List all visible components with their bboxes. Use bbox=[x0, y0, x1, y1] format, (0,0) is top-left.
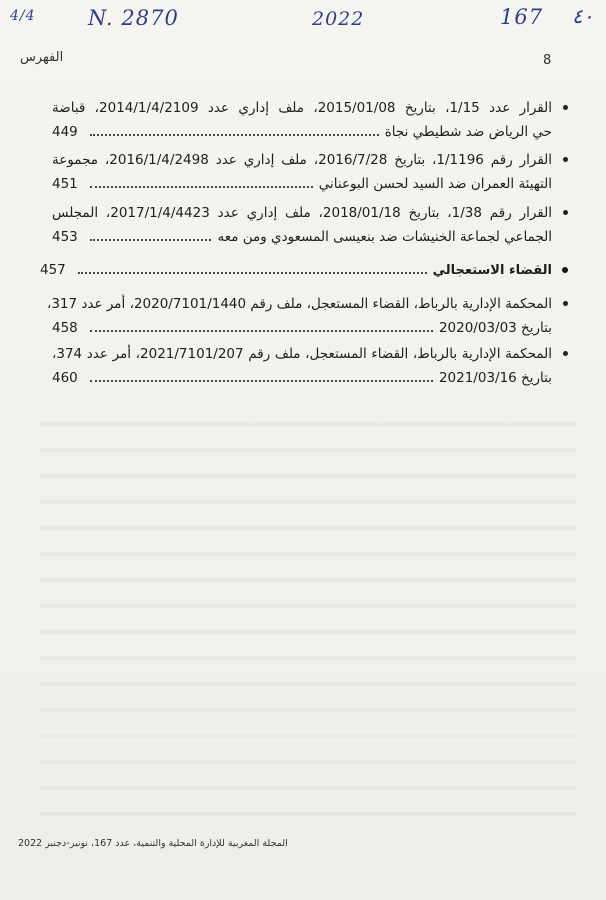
section-heading-label: القضاء الاستعجالي bbox=[432, 263, 552, 278]
handwritten-number: N. 2870 bbox=[88, 6, 179, 30]
entry-text-tail: بتاريخ 2020/03/03 bbox=[438, 320, 552, 336]
entry-text-line2 bbox=[52, 120, 552, 144]
handwritten-right-mark: ٤٠ bbox=[572, 4, 594, 28]
toc-entry bbox=[40, 342, 568, 386]
entry-text-line1: المحكمة الإدارية بالرباط، القضاء المستعجل، ملف رقم 2021/7101/207، أمر عدد 374، bbox=[52, 346, 552, 362]
toc-section-heading bbox=[40, 258, 568, 282]
page-number: 8 bbox=[543, 53, 552, 68]
dot-leader bbox=[90, 120, 379, 136]
dot-leader bbox=[90, 225, 211, 241]
entry-text-line2 bbox=[52, 172, 552, 196]
toc-entry bbox=[40, 201, 568, 245]
handwritten-year: 2022 bbox=[312, 8, 365, 30]
dot-leader bbox=[90, 172, 313, 188]
dot-leader bbox=[78, 258, 427, 274]
entry-text-tail: بتاريخ 2021/03/16 bbox=[438, 370, 552, 386]
toc-entry bbox=[40, 96, 568, 140]
entry-text-line2 bbox=[52, 225, 552, 249]
entry-page-number: 449 bbox=[52, 124, 78, 140]
bullet-icon bbox=[563, 301, 568, 306]
entry-page-number: 451 bbox=[52, 176, 78, 192]
entry-text-line1: المحكمة الإدارية بالرباط، القضاء المستعجل، ملف رقم 2020/7101/1440، أمر عدد 317، bbox=[46, 296, 552, 312]
handwritten-fraction: 4/4 bbox=[10, 8, 36, 24]
bullet-icon bbox=[563, 157, 568, 162]
entry-text-line1: القرار رقم 1/38، بتاريخ 2018/01/18، ملف إداري عدد 2017/1/4/4423، المجلس bbox=[52, 205, 553, 221]
entry-text-line2 bbox=[52, 316, 552, 340]
entry-text-tail: التهيئة العمران ضد السيد لحسن البوعناني bbox=[318, 176, 552, 192]
entry-page-number: 453 bbox=[52, 229, 78, 245]
dot-leader bbox=[90, 366, 433, 382]
entry-text-tail: حي الرياض ضد شطيطي نجاة bbox=[384, 124, 552, 140]
bullet-icon bbox=[563, 105, 568, 110]
handwritten-volume: 167 bbox=[500, 5, 544, 29]
bullet-icon bbox=[563, 210, 568, 215]
page-footer: المجلة المغربية للإدارة المحلية والتنمية، عدد 167، نونبر-دجنبر 2022 bbox=[18, 838, 288, 849]
section-heading-page: 457 bbox=[40, 262, 66, 278]
entry-text-line1: القرار رقم 1/1196، بتاريخ 2016/7/28، ملف إداري عدد 2016/1/4/2498، مجموعة bbox=[52, 152, 553, 168]
section-title: الفهرس bbox=[20, 50, 64, 65]
entry-page-number: 458 bbox=[52, 320, 78, 336]
entry-text-line1: القرار عدد 1/15، بتاريخ 2015/01/08، ملف إداري عدد 2014/1/4/2109، قباضة bbox=[52, 100, 553, 116]
toc-entry bbox=[40, 292, 568, 336]
toc-entry bbox=[40, 148, 568, 192]
entry-text-tail: الجماعي لجماعة الخنيشات ضد بنعيسى المسعودي ومن معه bbox=[217, 229, 552, 245]
bullet-icon bbox=[563, 351, 568, 356]
entry-text-line2 bbox=[52, 366, 552, 390]
entry-page-number: 460 bbox=[52, 370, 78, 386]
dot-leader bbox=[90, 316, 433, 332]
bullet-icon bbox=[562, 267, 568, 273]
